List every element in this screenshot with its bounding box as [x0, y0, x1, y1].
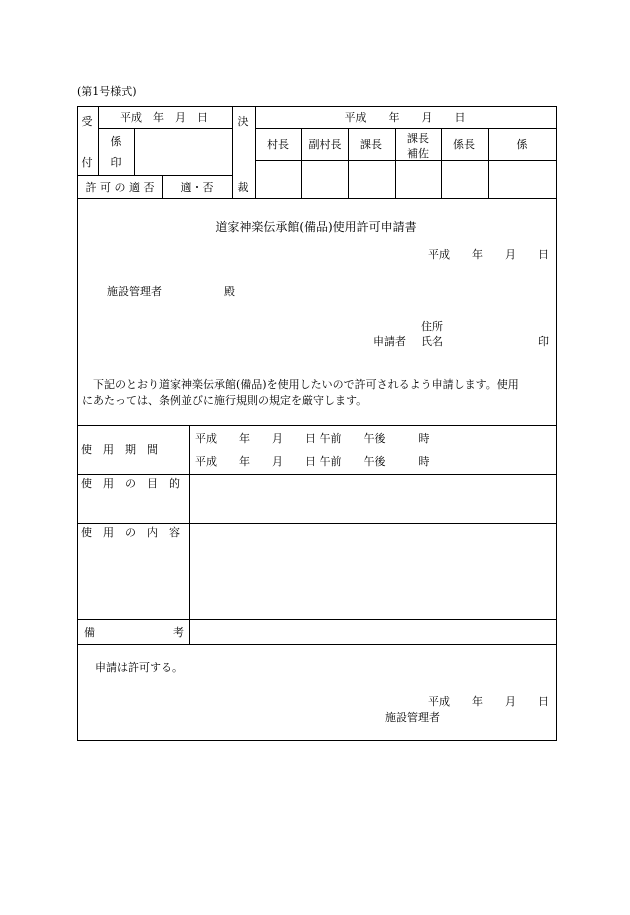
form-frame [77, 106, 557, 741]
approval-value: 適・否 [180, 181, 214, 194]
approver-sonchou: 村長 [267, 138, 289, 151]
remarks-label-left: 備 [84, 626, 95, 639]
kessai-top-label: 決 [237, 115, 249, 128]
purpose-label: 使 用 の 目 的 [81, 477, 180, 490]
uke-label: 受 [81, 115, 93, 128]
seal-mark: 印 [538, 335, 549, 348]
approver-kachou-hosa: 課長補佐 [407, 132, 429, 160]
form-number: (第1号様式) [77, 85, 137, 98]
applicant-label: 申請者 [373, 335, 406, 348]
approver-kachou: 課長 [360, 138, 382, 151]
application-title: 道家神楽伝承館(備品)使用許可申請書 [215, 220, 417, 234]
application-date: 平成 年 月 日 [428, 248, 549, 261]
application-body-line2: にあたっては、条例並びに施行規則の規定を厳守します。 [82, 394, 368, 407]
honorific: 殿 [224, 285, 235, 298]
tsuki-label: 付 [81, 156, 93, 169]
kessai-date: 平成 年 月 日 [344, 111, 466, 124]
kessai-bottom-label: 裁 [237, 181, 249, 194]
approver-fukusonchou: 副村長 [308, 138, 342, 151]
permit-date: 平成 年 月 日 [428, 695, 549, 708]
remarks-label-right: 考 [173, 626, 184, 639]
kakari-label: 係 [110, 135, 122, 148]
address-label: 住所 [421, 320, 443, 333]
in-label: 印 [110, 156, 122, 169]
period-line1: 平成 年 月 日 午前 午後 時 [195, 432, 430, 445]
period-line2: 平成 年 月 日 午前 午後 時 [195, 455, 430, 468]
approver-kakarichou: 係長 [453, 138, 475, 151]
approval-label: 許 可 の 適 否 [85, 181, 155, 194]
reception-date: 平成 年 月 日 [120, 111, 208, 124]
permit-manager: 施設管理者 [385, 711, 440, 724]
period-label: 使 用 期 間 [81, 443, 158, 456]
application-body-line1: 下記のとおり道家神楽伝承館(備品)を使用したいので許可されるよう申請します。使用 [93, 378, 519, 391]
content-label: 使 用 の 内 容 [81, 526, 180, 539]
addressee: 施設管理者 [107, 285, 162, 298]
name-label: 氏名 [421, 335, 443, 348]
permit-statement: 申請は許可する。 [95, 661, 183, 674]
approver-kakari: 係 [516, 138, 528, 151]
